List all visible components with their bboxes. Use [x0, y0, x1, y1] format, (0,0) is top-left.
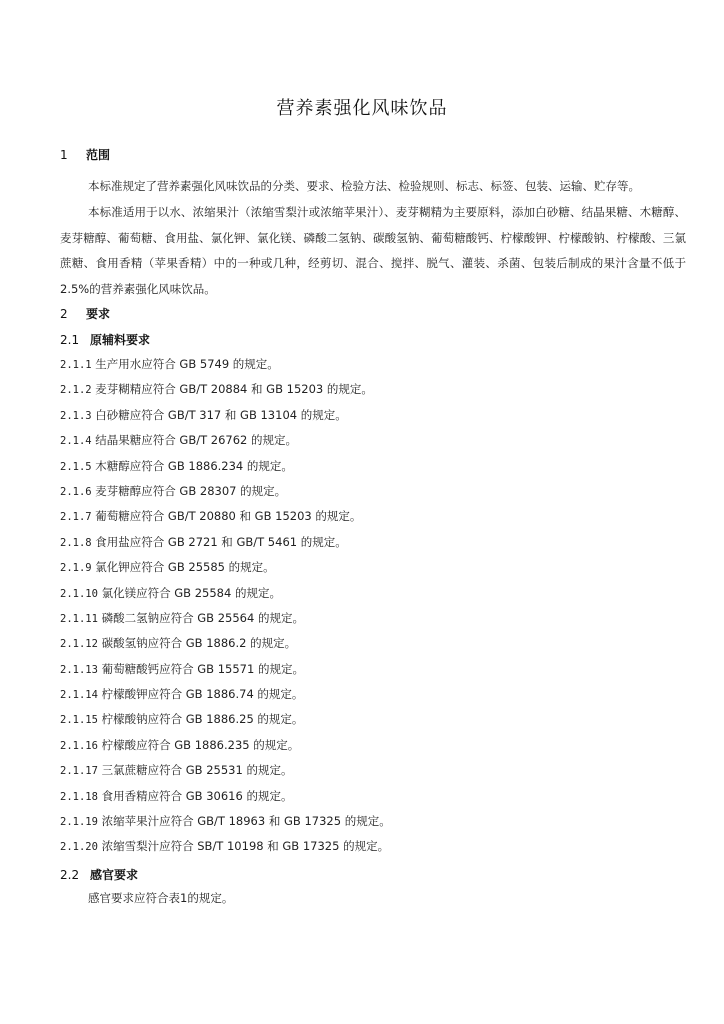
clause-number: 2.1.3	[60, 409, 92, 422]
list-item	[60, 606, 391, 631]
clause-number: 2.1.4	[60, 435, 92, 448]
section-2-title: 要求	[86, 307, 111, 321]
clause-text: 浓缩雪梨汁应符合 SB/T 10198 和 GB 17325 的规定。	[101, 839, 390, 854]
clause-text: 浓缩苹果汁应符合 GB/T 18963 和 GB 17325 的规定。	[101, 814, 391, 829]
clause-text: 白砂糖应符合 GB/T 317 和 GB 13104 的规定。	[95, 407, 347, 422]
clause-text: 柠檬酸钠应符合 GB 1886.25 的规定。	[101, 712, 304, 727]
clause-number: 2.1.8	[60, 536, 92, 549]
scope-paragraph-2: 本标准适用于以水、浓缩果汁（浓缩雪梨汁或浓缩苹果汁）、麦芽糊精为主要原料，添加白砂糖、结晶果糖、木糖醇、麦芽糖醇、葡萄糖、食用盐、氯化钾、氯化镁、磷酸二氢钠、碳酸氢钠、葡萄糖酸钙、柠檬酸钾、柠檬酸钠、柠檬酸、三氯蔗糖、食用香精（苹果香精）中的一种或几种，经剪切、混合、搅拌、脱气、灌装、杀菌、包装后制成的果汁含量不低于2.5%的营养素强化风味饮品。	[60, 205, 686, 296]
clause-number: 2.1.6	[60, 485, 92, 498]
list-item	[60, 784, 391, 809]
clause-text: 木糖醇应符合 GB 1886.234 的规定。	[95, 458, 293, 473]
clause-text: 柠檬酸钾应符合 GB 1886.74 的规定。	[101, 687, 304, 702]
section-1-title: 范围	[86, 148, 111, 162]
list-item	[60, 555, 391, 580]
list-item	[60, 809, 391, 834]
section-2-2-heading	[60, 866, 138, 883]
list-item	[60, 657, 391, 682]
section-2-number: 2	[60, 307, 68, 321]
clause-text: 食用盐应符合 GB 2721 和 GB/T 5461 的规定。	[95, 534, 347, 549]
scope-paragraph-1: 本标准规定了营养素强化风味饮品的分类、要求、检验方法、检验规则、标志、标签、包装、运输、贮存等。	[88, 179, 640, 193]
clause-text: 磷酸二氢钠应符合 GB 25564 的规定。	[101, 610, 304, 625]
clause-text: 葡萄糖酸钙应符合 GB 15571 的规定。	[101, 661, 304, 676]
section-1-heading	[60, 146, 110, 163]
section-2-2-number: 2.2	[60, 868, 80, 882]
list-item	[60, 504, 391, 529]
section-2-1-title: 原辅料要求	[90, 333, 151, 347]
clause-number: 2.1.10	[60, 587, 98, 600]
clause-number: 2.1.13	[60, 663, 98, 676]
document-title: 营养素强化风味饮品	[276, 98, 448, 119]
clause-number: 2.1.12	[60, 638, 98, 651]
list-item	[60, 682, 391, 707]
section-2-1-number: 2.1	[60, 333, 80, 347]
clause-number: 2.1.15	[60, 714, 98, 727]
list-item	[60, 530, 391, 555]
clause-number: 2.1.2	[60, 384, 92, 397]
clause-text: 麦芽糊精应符合 GB/T 20884 和 GB 15203 的规定。	[95, 382, 373, 397]
clause-number: 2.1.11	[60, 612, 98, 625]
raw-material-requirements-list	[60, 352, 391, 860]
clause-number: 2.1.16	[60, 739, 98, 752]
list-item	[60, 479, 391, 504]
section-1-number: 1	[60, 148, 68, 162]
clause-text: 氯化镁应符合 GB 25584 的规定。	[101, 585, 281, 600]
list-item	[60, 377, 391, 402]
clause-text: 葡萄糖应符合 GB/T 20880 和 GB 15203 的规定。	[95, 509, 362, 524]
clause-number: 2.1.17	[60, 765, 98, 778]
clause-text: 三氯蔗糖应符合 GB 25531 的规定。	[101, 763, 293, 778]
list-item	[60, 581, 391, 606]
clause-text: 食用香精应符合 GB 30616 的规定。	[101, 788, 293, 803]
list-item	[60, 403, 391, 428]
section-2-2-title: 感官要求	[90, 868, 139, 882]
section-2-heading	[60, 305, 110, 322]
clause-text: 麦芽糖醇应符合 GB 28307 的规定。	[95, 483, 287, 498]
clause-number: 2.1.19	[60, 816, 98, 829]
clause-text: 生产用水应符合 GB 5749 的规定。	[95, 357, 279, 371]
clause-number: 2.1.7	[60, 511, 92, 524]
list-item	[60, 834, 391, 859]
list-item	[60, 454, 391, 479]
clause-text: 结晶果糖应符合 GB/T 26762 的规定。	[95, 433, 298, 448]
sensory-requirements-paragraph: 感官要求应符合表1的规定。	[88, 891, 234, 905]
clause-text: 碳酸氢钠应符合 GB 1886.2 的规定。	[101, 636, 297, 651]
list-item	[60, 733, 391, 758]
list-item	[60, 428, 391, 453]
list-item	[60, 631, 391, 656]
clause-number: 2.1.20	[60, 841, 98, 854]
list-item	[60, 758, 391, 783]
clause-text: 柠檬酸应符合 GB 1886.235 的规定。	[101, 737, 300, 752]
clause-number: 2.1.1	[60, 359, 92, 371]
clause-number: 2.1.5	[60, 460, 92, 473]
clause-number: 2.1.9	[60, 562, 92, 575]
list-item	[60, 707, 391, 732]
section-2-1-heading	[60, 331, 150, 348]
clause-number: 2.1.14	[60, 689, 98, 702]
clause-text: 氯化钾应符合 GB 25585 的规定。	[95, 560, 275, 575]
clause-number: 2.1.18	[60, 790, 98, 803]
list-item	[60, 352, 391, 377]
